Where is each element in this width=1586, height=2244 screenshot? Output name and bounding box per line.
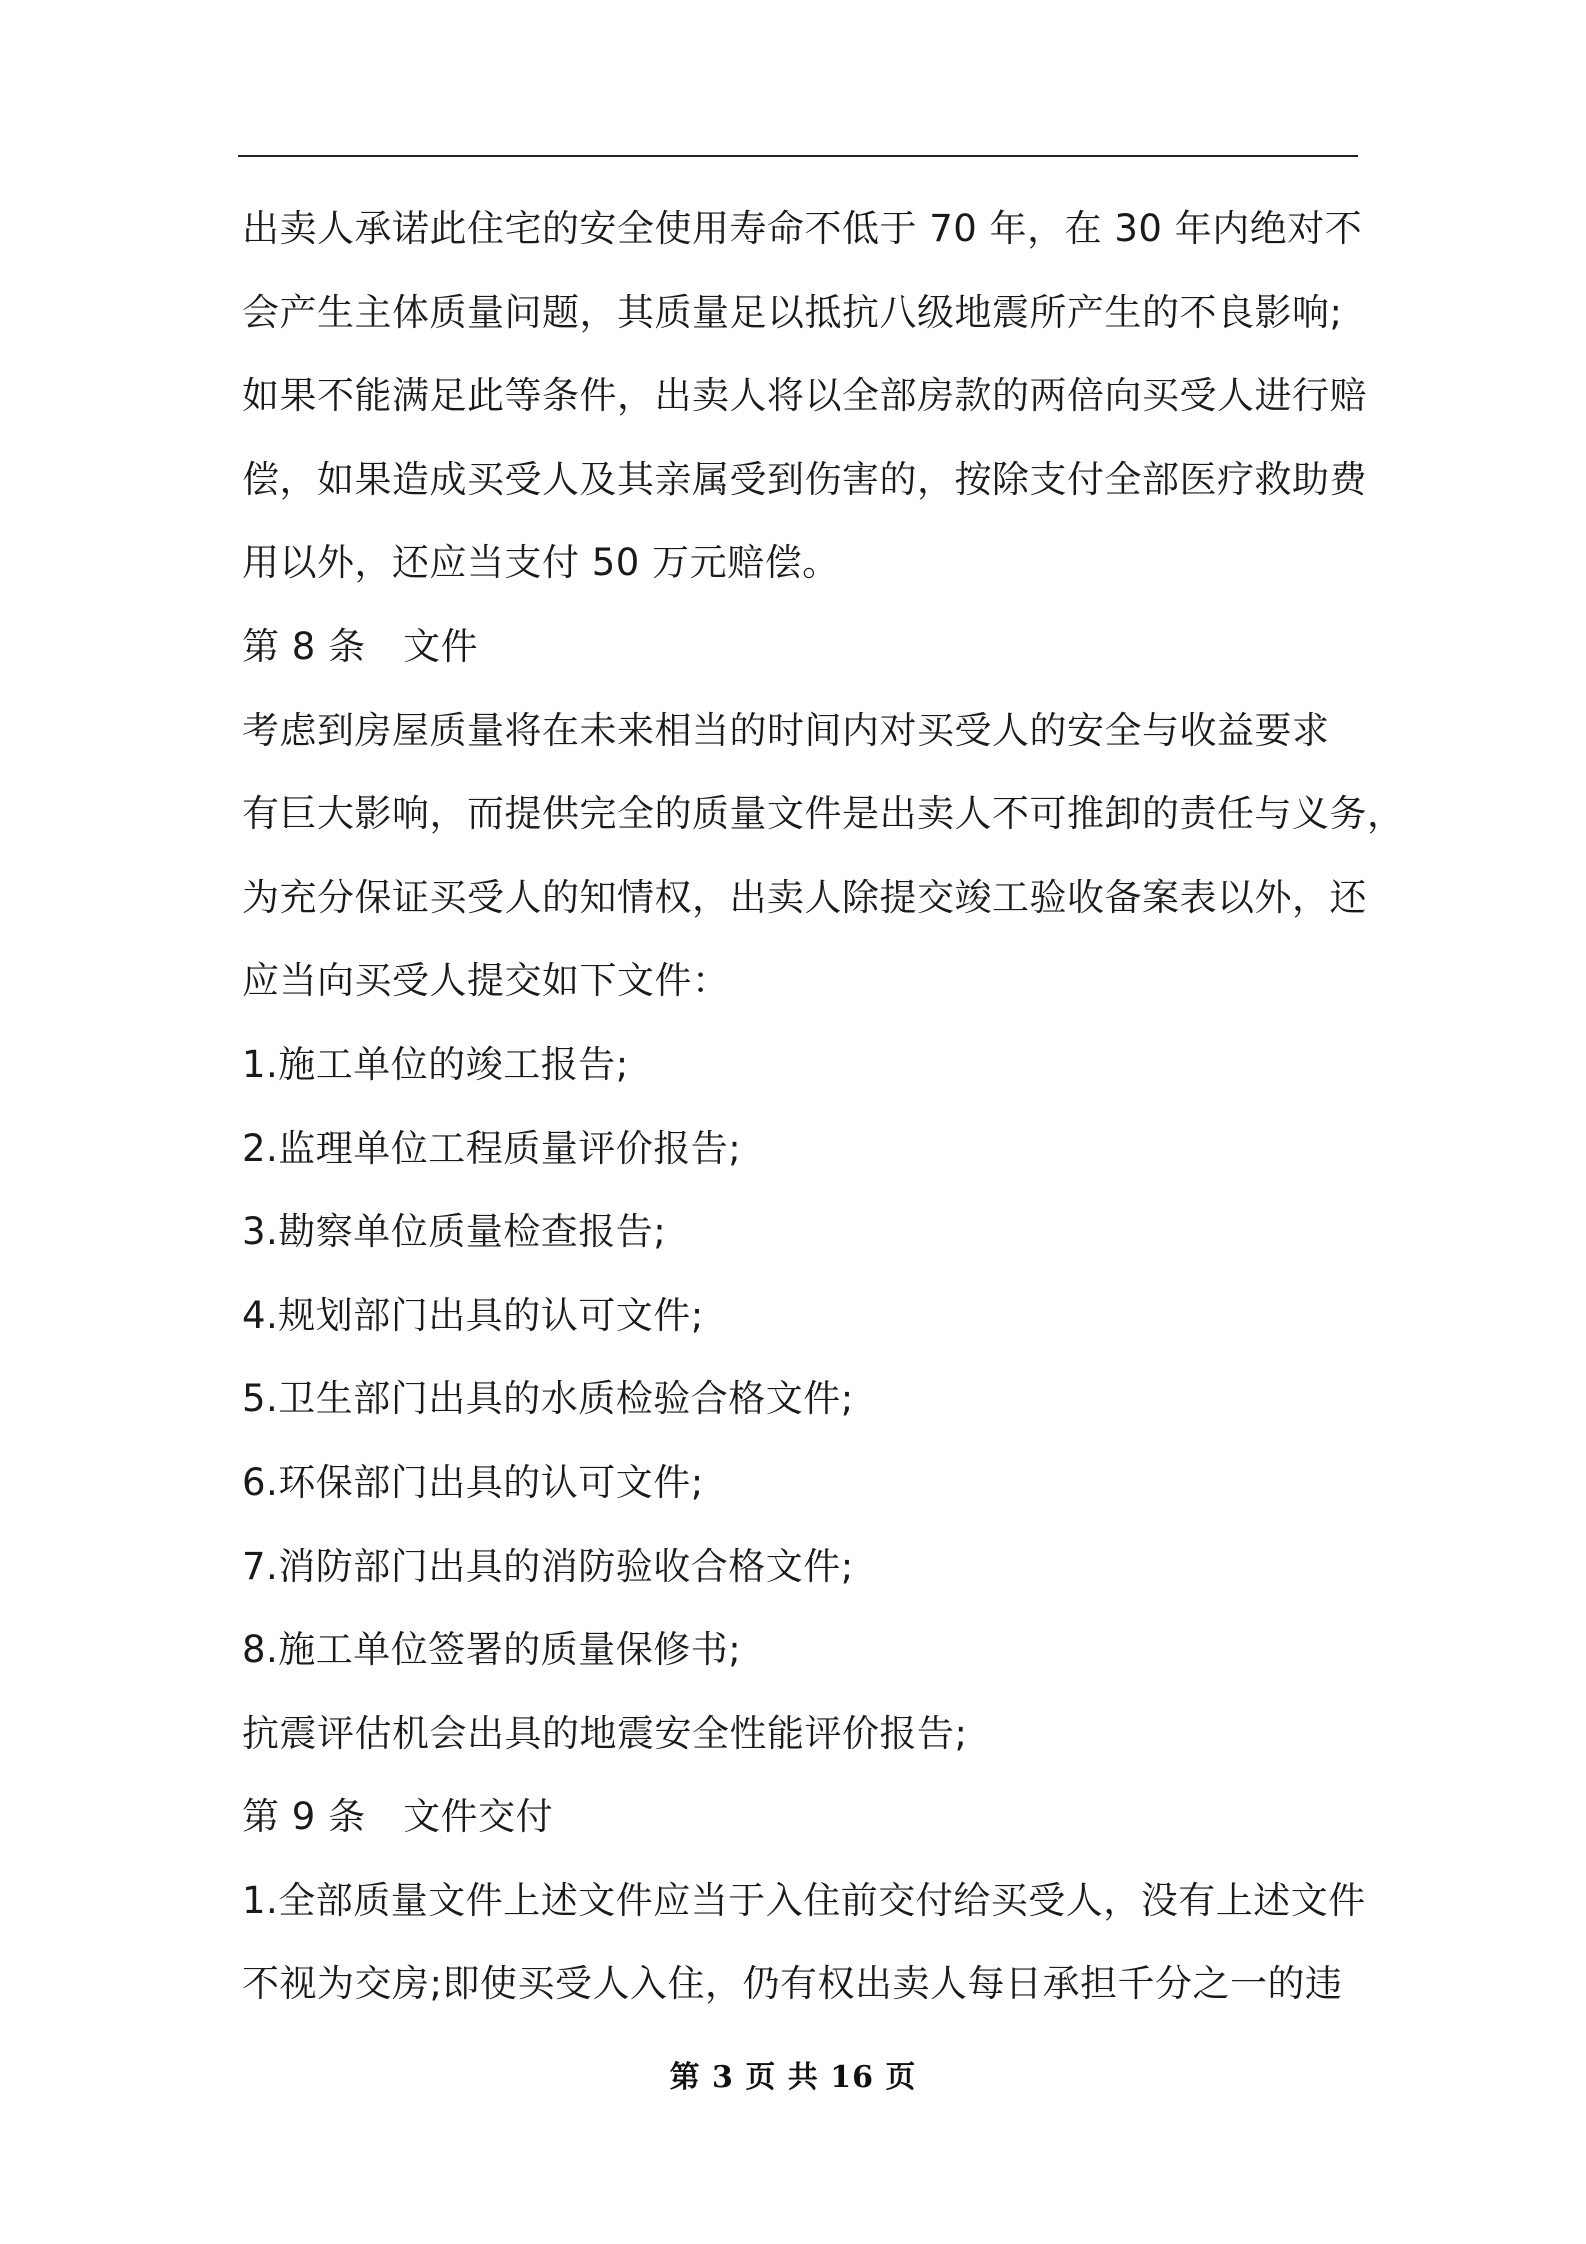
text-line: 会产生主体质量问题，其质量足以抵抗八级地震所产生的不良影响; (242, 290, 1343, 334)
list-item: 6.环保部门出具的认可文件; (242, 1460, 704, 1504)
text-line: 偿，如果造成买受人及其亲属受到伤害的，按除支付全部医疗救助费 (242, 457, 1367, 501)
list-item: 2.监理单位工程质量评价报告; (242, 1126, 742, 1170)
header-rule (238, 155, 1358, 157)
page-number: 第 3 页 共 16 页 (669, 2060, 917, 2095)
text-line: 出卖人承诺此住宅的安全使用寿命不低于 70 年，在 30 年内绝对不 (242, 207, 1363, 250)
text-line: 用以外，还应当支付 50 万元赔偿。 (242, 541, 840, 585)
document-body (242, 187, 1405, 2026)
list-item: 4.规划部门出具的认可文件; (242, 1293, 704, 1337)
list-item: 3.勘察单位质量检查报告; (242, 1210, 667, 1254)
list-item: 7.消防部门出具的消防验收合格文件; (242, 1544, 854, 1588)
text-line: 有巨大影响，而提供完全的质量文件是出卖人不可推卸的责任与义务， (242, 792, 1405, 836)
section-heading-8: 第 8 条 文件 (242, 624, 479, 668)
list-item: 1.施工单位的竣工报告; (242, 1042, 629, 1086)
list-item: 8.施工单位签署的质量保修书; (242, 1628, 742, 1672)
text-line: 如果不能满足此等条件，出卖人将以全部房款的两倍向买受人进行赔 (242, 374, 1367, 418)
list-item: 抗震评估机会出具的地震安全性能评价报告; (242, 1711, 968, 1755)
list-item: 5.卫生部门出具的水质检验合格文件; (242, 1377, 854, 1421)
text-line: 不视为交房;即使买受人入住，仍有权出卖人每日承担千分之一的违 (242, 1962, 1343, 2006)
text-line: 考虑到房屋质量将在未来相当的时间内对买受人的安全与收益要求 (242, 708, 1330, 752)
section-heading-9: 第 9 条 文件交付 (242, 1795, 554, 1839)
text-line: 应当向买受人提交如下文件： (242, 959, 730, 1003)
text-line: 1.全部质量文件上述文件应当于入住前交付给买受人，没有上述文件 (242, 1878, 1366, 1922)
text-line: 为充分保证买受人的知情权，出卖人除提交竣工验收备案表以外，还 (242, 875, 1367, 919)
